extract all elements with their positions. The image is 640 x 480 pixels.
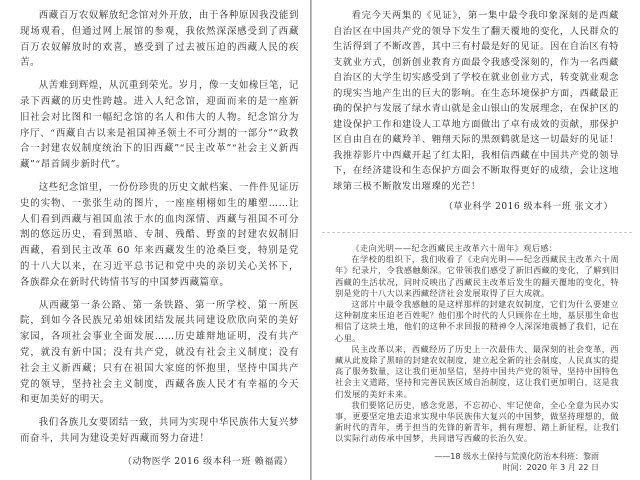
right-bottom-paragraph-1: 在学校的组织下，我们收看了《走向光明——纪念西藏民主改革六十周年》纪录片，令我感触颇深。它带领我们感受了新旧西藏的变化，了解到旧西藏的生活状况，同时反映出了西藏民主改革后发生的翻天覆地的变化，特别是党的十八大以来西藏经济社会发展取得了巨大成就。 (335, 254, 619, 298)
left-paragraph-5: 我们各族儿女要团结一致，共同为实现中华民族伟大复兴梦而奋斗，共同为建设美好西藏而努力奋进！ (20, 417, 299, 444)
right-top-paragraph-1: 看完今天两集的《见证》，第一集中最令我印象深刻的是西藏自治区在中国共产党的领导下发生了翻天覆地的变化，人民群众的生活得到了不断改善，其中三有村最是好的见证。因在自治区有特支就业方式，创新创业教育方面最令我感受深刻的，作为一名西藏自治区的大学生切实感受到了学校在就业创业方式，转变就业观念的现实当地产生出的巨大的影响。在生态环境保护方面，西藏最正确的保护与发展了绿水青山就是金山银山的发展理念，在保护区的建设保护工作和建设人工草地方面做出了卓有成效的贡献，那保护区自由自在的藏羚羊、翱翔天际的黑颈鹤就是这一切最好的见证！我推荐影片中西藏开起了红太阳，我相信西藏在中国共产党的领导下，在经济建设和生态保护方面会不断取得更好的成绩，会让这地球第三极不断散发出璀璨的光芒！ (333, 10, 619, 192)
right-bottom-signature (335, 451, 619, 474)
right-bottom-title: 《走向光明——纪念西藏民主改革六十周年》观后感： (351, 243, 558, 253)
left-essay (8, 0, 312, 480)
right-bottom-signature-author: ——18 级水土保持与荒漠化防治本科班：黎雨 (434, 451, 599, 461)
right-bottom-paragraph-2: 这部片中最令我感触的是这样那样的封建农奴制度，它们为什么要建立这种制度来压迫老百姓呢？他们那个时代的人只顾你在土地，基层那生命也相信了这块土地，他们的这种不求回报的精神令人深深地震撼了我们，记在心里。 (335, 299, 619, 343)
right-bottom-paragraph-3: 民主改革以来，西藏经历了历史上一次最伟大、最深刻的社会变革，西藏从此废除了黑暗的封建农奴制度，建立起全新的社会制度，人民真实的提高了服务数量，这让我们更加坚信，坚持中国共产党的领导，坚持中国特色社会主义道路，坚持和完善民族区域自治制度，这让我们更加明白，这是我们发展的美好未来。 (335, 343, 619, 399)
column-divider (310, 0, 311, 480)
right-bottom-paragraph-4: 我们要铭记历史，感念党恩，不忘初心、牢记使命，全心全意为民办实事，更要坚定地去追求实现中华民族伟大复兴的中国梦，做坚持理想的，做新时代的青年，勇于担当的先锋的新青年，拥有理想、踏上新征程，让我们以实际行动传承中国梦，共同谱写西藏的长治久安。 (335, 399, 619, 444)
right-top-signature: （草业科学 2016 级本科一班 张文才） (443, 202, 613, 212)
left-paragraph-3: 这些纪念馆里，一份份珍贵的历史文献档案、一件件见证历史的实物、一张张生动的图片，一座座栩栩如生的雕塑……让人们看到西藏与祖国血浓于水的血肉深情、西藏与祖国不可分割的悠远历史，看到黑暗、专制、残酷、野蛮的封建农奴制旧西藏，看到民主改革 60 年来西藏发生的沧桑巨变，特别是党的十八大以来，在习近平总书记和党中央的亲切关心关怀下，各族群众在新时代铸情书写的中国梦西藏篇章。 (20, 181, 299, 288)
left-paragraph-1: 西藏百万农奴解放纪念馆对外开放，由于各种原因我没能到现场观看，但通过网上展馆的参观，我依然深深感受到了西藏百万农奴解放时的欢喜，感受到了过去被压迫的西藏人民的疾苦。 (20, 10, 299, 69)
left-signature: （动物医学 2016 级本科一班 赖福霞） (122, 456, 293, 467)
left-paragraph-2: 从苦难到辉煌，从沉重到荣光。岁月，像一支如椽巨笔，记录下西藏的历史性跨越。进入人纪念馆，迎面而来的是一座新旧社会对比图和一幅纪念馆的名人和伟大的人物。纪念馆分为序厅、“西藏自古以来是祖国神圣领土不可分割的一部分”“政教合一封建农奴制度统治下的旧西藏”“民主改革”“社会主义新西藏”“昂首阔步新时代”。 (20, 80, 299, 171)
right-bottom-essay (325, 240, 629, 480)
section-divider (322, 232, 632, 233)
right-bottom-signature-date: 时间：2020 年 3 月 22 日 (502, 463, 599, 473)
right-top-essay (325, 0, 629, 224)
left-paragraph-4: 从西藏第一条公路、第一条铁路、第一所学校、第一所医院，到如今各民族兄弟姐妹团结发展共同建设欣欣向荣的美好家园，各项社会事业全面发展……历史雄辩地证明，没有共产党，就没有新中国；没有共产党，就没有社会主义制度；没有社会主义新西藏；只有在祖国大家庭的怀抱里，坚持中国共产党的领导，坚持社会主义制度，西藏各族人民才有幸福的今天和更加美好的明天。 (20, 299, 299, 406)
